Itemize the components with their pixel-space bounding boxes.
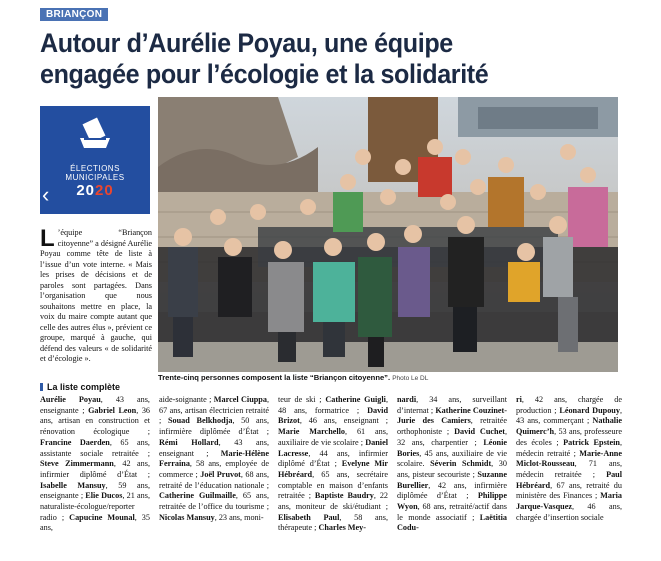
list-column-4: nardi, 34 ans, surveillant d’internat ; Katherine Couzinet-Jurie des Camiers, retraitée orthophoniste ; David Cuchet, 32 ans, charpentier ; Léonie Bories, 45 ans, auxiliaire de vie scolaire. Séverin Schmidt, 30 ans, pisteur secouriste ; Suzanne Burellier, 42 ans, infirmière diplômée d’État ; Philippe Wyon, 68 ans, retraité/actif dans le monde associatif ; Laëtitia Codu-	[397, 395, 507, 533]
list-column-3: teur de ski ; Catherine Guigli, 48 ans, formatrice ; David Brizot, 46 ans, enseignant ; Marie Marchello, 61 ans, auxiliaire de vie scolaire ; Daniel Lacresse, 44 ans, infirmier diplômé d’État ; Evelyne Mir Hébréard, 65 ans, secrétaire comptable en maison d’enfants retraitée ; Baptiste Baudry, 22 ans, moniteur de ski/étudiant ; Elisabeth Paul, 58 ans, thérapeute ; Charles Mey-	[278, 395, 388, 533]
municipales-label: MUNICIPALES	[65, 173, 125, 182]
headline-line-2: engagée pour l’écologie et la solidarité	[40, 59, 489, 89]
intro-text: ’équipe “Briançon citoyenne” a désigné Aurélie Poyau comme tête de liste à l’issue d’un vote interne. « Mais les prises de décisions et de paroles sont partagées. Dans l’organisation que nous souhaitons mettre en place, la voix du maire compte autant que celle des autres élus », prévient ce groupe, marqué à gauche, qui défend des valeurs « de solidarité et d’écologie ».	[40, 228, 153, 363]
list-column-2: aide-soignante ; Marcel Ciuppa, 67 ans, artisan électricien retraité ; Souad Belkhodja, 50 ans, infirmière diplômée d’État ; Rémi Hollard, 43 ans, enseignant ; Marie-Hélène Ferraina, 58 ans, employée de commerce ; Joël Pruvot, 68 ans, retraité de l’éducation nationale ; Catherine Guilmaille, 65 ans, retraitée de l’office du tourisme ; Nicolas Mansuy, 23 ans, moni-	[159, 395, 270, 522]
drop-cap: L	[40, 225, 55, 252]
photo-caption	[158, 373, 428, 382]
photo-credit: Photo Le DL	[392, 375, 429, 382]
headline	[40, 28, 598, 90]
ballot-box-icon	[40, 106, 150, 164]
headline-line-1: Autour d’Aurélie Poyau, une équipe	[40, 28, 453, 58]
list-column-5: ri, 42 ans, chargée de production ; Léonard Dupouy, 43 ans, commerçant ; Nathalie Quimerc’h, 53 ans, professeure des écoles ; Patrick Epstein, médecin retraité ; Marie-Anne Miclot-Rousseau, 71 ans, médecin retraitée ; Paul Hébréard, 67 ans, retraité du ministère des Finances ; Maria Jarque-Vasquez, 46 ans, chargée d’insertion sociale	[516, 395, 622, 522]
caption-text: Trente-cinq personnes composent la liste “Briançon citoyenne”.	[158, 373, 391, 382]
list-column-1: Aurélie Poyau, 43 ans, enseignante ; Gabriel Leon, 36 ans, artisan en construction et rénovation écologique ; Francine Daerden, 65 ans, assistante sociale retraitée ; Steve Zimmermann, 42 ans, infirmier diplômé d’État ; Isabelle Mansuy, 59 ans, enseignante ; Elie Ducos, 21 ans, naturaliste-écologue/reporter radio ; Capucine Mounal, 35 ans,	[40, 395, 151, 533]
chevron-left-icon: ‹	[42, 182, 50, 207]
elections-label: ÉLECTIONS	[70, 164, 120, 173]
list-title: La liste complète	[40, 382, 120, 392]
election-year: 2020	[76, 182, 114, 199]
team-photo	[158, 97, 618, 372]
intro-paragraph	[40, 225, 153, 365]
elections-badge	[40, 106, 150, 214]
section-tag: BRIANÇON	[40, 8, 108, 21]
